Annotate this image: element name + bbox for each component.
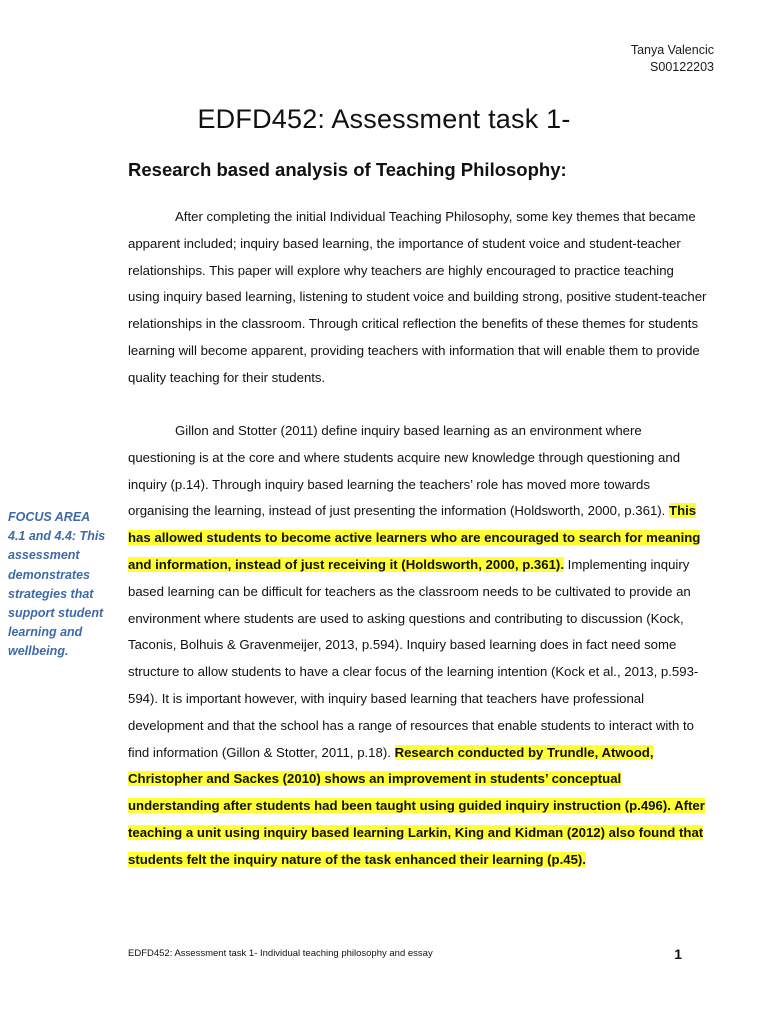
section-heading: Research based analysis of Teaching Philosophy: — [128, 159, 567, 180]
author-name: Tanya Valencic — [630, 43, 714, 57]
paragraph-intro-text: After completing the initial Individual Teaching Philosophy, some key themes that became apparent included; inquiry based learning, the importance of student voice and student-teacher relationships. This paper will explore why teachers are highly encouraged to practice teaching using inquiry based learning, listening to student voice and building strong, positive student-teacher relationships in the classroom. Through critical reflection the benefits of these themes for students learning will become apparent, providing teachers with information that will enable them to provide quality teaching for their students. — [128, 209, 707, 385]
paragraph-inquiry-text-2: Implementing inquiry based learning can be difficult for teachers as the classroom needs to be cultivated to provide an environment where students are used to asking questions and contributing to discussion (Kock, Taconis, Bolhuis & Gravenmeijer, 2013, p.594). Inquiry based learning does in fact need some structure to allow students to have a clear focus of the learning intention (Kock et al., 2013, p.593-594). It is important however, with inquiry based learning that teachers have professional development and that the school has a range of resources that enable students to interact with to find information (Gillon & Stotter, 2011, p.18). — [128, 556, 699, 760]
paragraph-inquiry-text-1: Gillon and Stotter (2011) define inquiry based learning as an environment where questioning is at the core and where students acquire new knowledge through questioning and inquiry (p.14). Through inquiry based learning the teachers’ role has moved more towards organising the learning, instead of just presenting the information (Holdsworth, 2000, p.361). — [128, 423, 681, 519]
document-title: EDFD452: Assessment task 1- — [197, 104, 571, 134]
author-block — [631, 42, 714, 76]
page-number: 1 — [674, 946, 682, 962]
highlighted-text-1: This has allowed students to become active learners who are encouraged to search for meaning and information, instead of just receiving it (Holdsworth, 2000, p.361). — [128, 503, 701, 572]
footer-text: EDFD452: Assessment task 1- Individual teaching philosophy and essay — [128, 948, 433, 959]
paragraph-intro — [128, 204, 708, 392]
focus-area-sidenote: FOCUS AREA 4.1 and 4.4: This assessment demonstrates strategies that support student learning and wellbeing. — [8, 510, 106, 659]
student-id: S00122203 — [650, 60, 714, 74]
highlighted-text-2: Research conducted by Trundle, Atwood, Christopher and Sackes (2010) shows an improvement in students’ conceptual understanding after students had been taught using guided inquiry instruction (p.496). After teaching a unit using inquiry based learning Larkin, King and Kidman (2012) also found that students felt the inquiry nature of the task enhanced their learning (p.45). — [128, 744, 705, 867]
paragraph-inquiry — [128, 418, 708, 874]
